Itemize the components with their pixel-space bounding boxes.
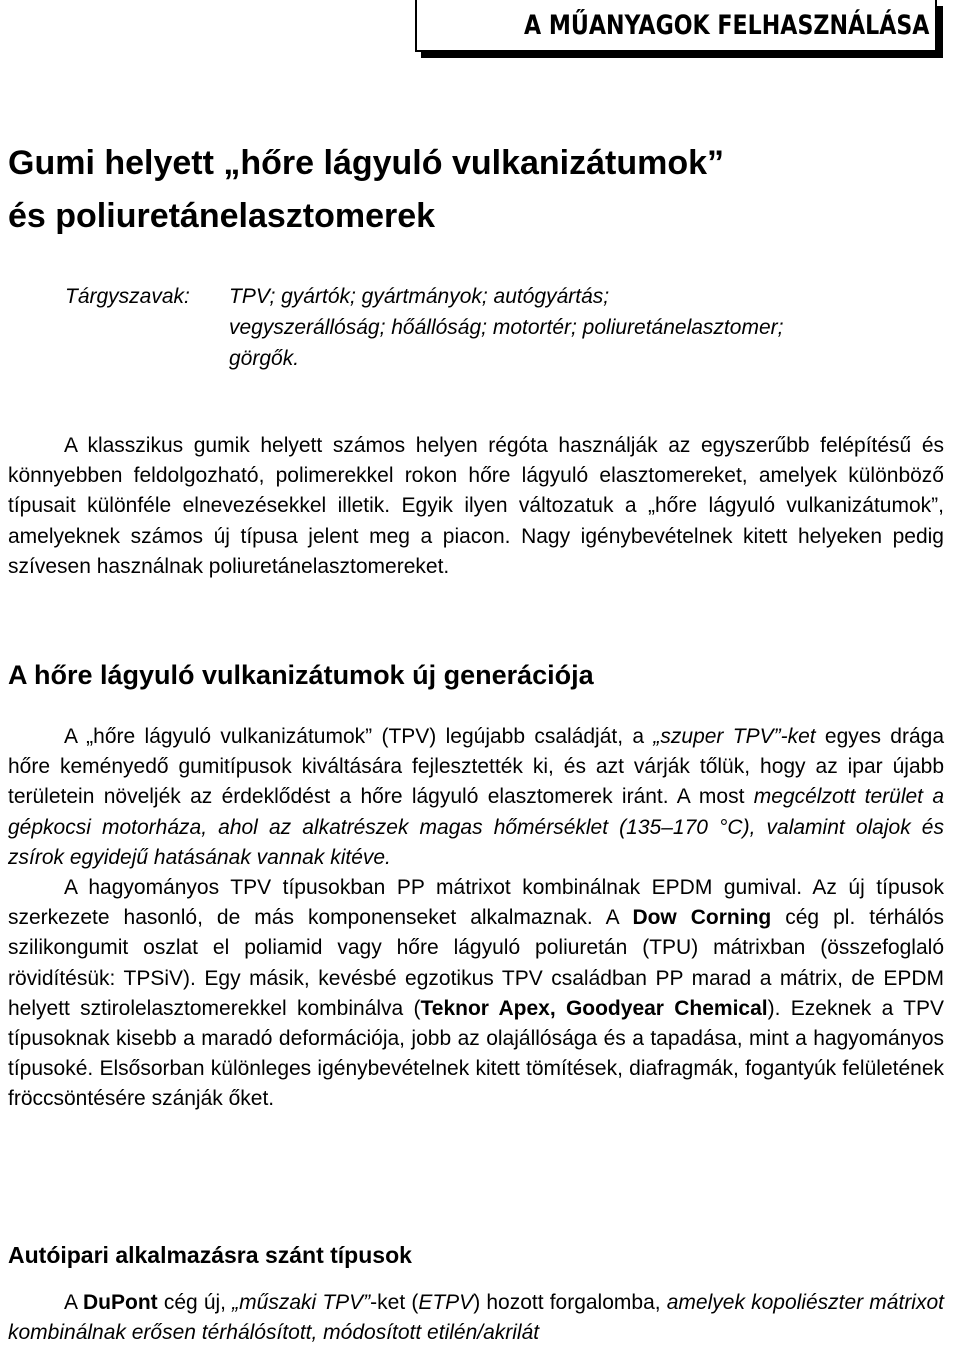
- s2p1-text-h: amelyek kopoliészter mátrixot kombinálnak erősen térhálósított, módosított etilén/akrilát: [8, 1291, 944, 1345]
- s2p1-text-e: -ket (: [370, 1291, 419, 1314]
- intro-block: [8, 431, 944, 582]
- s1p2-dow-corning: Dow Corning: [632, 906, 772, 930]
- s2p1-text-a: A: [64, 1291, 84, 1314]
- section1-paragraph1: [8, 722, 944, 873]
- s1p1-super-tpv: „szuper TPV”-ket: [653, 725, 816, 748]
- s1p2-companies: Teknor Apex, Goodyear Chemical: [420, 996, 768, 1020]
- keywords-list: [229, 281, 929, 374]
- section2-body: [8, 1288, 944, 1348]
- article-title: [8, 137, 724, 243]
- s2p1-dupont: DuPont: [83, 1291, 158, 1314]
- intro-paragraph: A klasszikus gumik helyett számos helyen régóta használják az egyszerűbb felépítésű és könnyebben feldolgozható, polimerekkel rokon hőre lágyuló elasztomereket, amelyek különböző típusait különféle elnevezésekkel illetik. Egyik ilyen változatuk a „hőre lágyuló vulkanizátumok”, amelyeknek számos új típusa jelent meg a piacon. Nagy igénybevételnek kitett helyeken pedig szívesen használnak poliuretánelasztomereket.: [8, 434, 944, 578]
- keywords-line2: vegyszerállóság; hőállóság; motortér; poliuretánelasztomer;: [229, 316, 784, 339]
- article-title-line1: Gumi helyett „hőre lágyuló vulkanizátumok”: [8, 144, 725, 182]
- section1-heading: A hőre lágyuló vulkanizátumok új generációja: [8, 660, 594, 690]
- s2p1-technical-tpv: „műszaki TPV”: [232, 1291, 371, 1314]
- s1p1-text-a: A „hőre lágyuló vulkanizátumok” (TPV) legújabb családját, a: [64, 725, 654, 748]
- section-header: [415, 0, 937, 52]
- section2-paragraph1: [8, 1288, 944, 1348]
- s1p2-text-a: A hagyományos TPV típusokban PP mátrixot kombinálnak EPDM gumival. Az új típusok szerkezete hasonló, de más komponenseket alkalmaznak. A: [8, 876, 944, 930]
- s1p2-text-c: cég pl. térhálós szilikongumit oszlat el poliamid vagy hőre lágyuló poliuretán (TPU) mátrixban (összefoglaló rövidítésük: TPSiV). Egy másik, kevésbé egzotikus TPV családban PP marad a mátrix, de EPDM helyett sztirolelasztomerekkel kombinálva (: [8, 906, 944, 1020]
- section1-body: [8, 722, 944, 1115]
- s1p1-target-area: megcélzott terület a gépkocsi motorháza, ahol az alkatrészek magas hőmérséklet (135–170 °C), valamint olajok és zsírok egyidejű hatásának vannak kitéve.: [8, 785, 944, 869]
- s2p1-etpv: ETPV: [418, 1291, 474, 1314]
- section2-heading: Autóipari alkalmazásra szánt típusok: [8, 1242, 412, 1268]
- s2p1-text-c: cég új,: [157, 1291, 233, 1314]
- keywords-line1: TPV; gyártók; gyártmányok; autógyártás;: [229, 285, 610, 308]
- keywords-line3: görgők.: [229, 347, 300, 370]
- s1p2-text-e: ). Ezeknek a TPV típusoknak kisebb a maradó deformációja, jobb az olajállósága és a tapadása, mint a hagyományos típusoké. Elsősorban különleges igénybevételnek kitett tömítések, diafragmák, fogantyúk felületének fröccsöntésére szánják őket.: [8, 996, 945, 1111]
- keywords-label: Tárgyszavak:: [65, 285, 190, 308]
- article-title-line2: és poliuretánelasztomerek: [8, 197, 436, 235]
- s1p1-text-c: egyes drága hőre keményedő gumitípusok kiváltására fejlesztették ki, és azt várják tőlük, hogy az ipar újabb területein növeljék az érdeklődést a hőre lágyuló elasztomerek iránt. A most: [8, 725, 945, 809]
- s2p1-text-g: ) hozott forgalomba,: [473, 1291, 667, 1314]
- section-header-title: A MŰANYAGOK FELHASZNÁLÁSA: [523, 9, 929, 41]
- section1-paragraph2: [8, 873, 944, 1115]
